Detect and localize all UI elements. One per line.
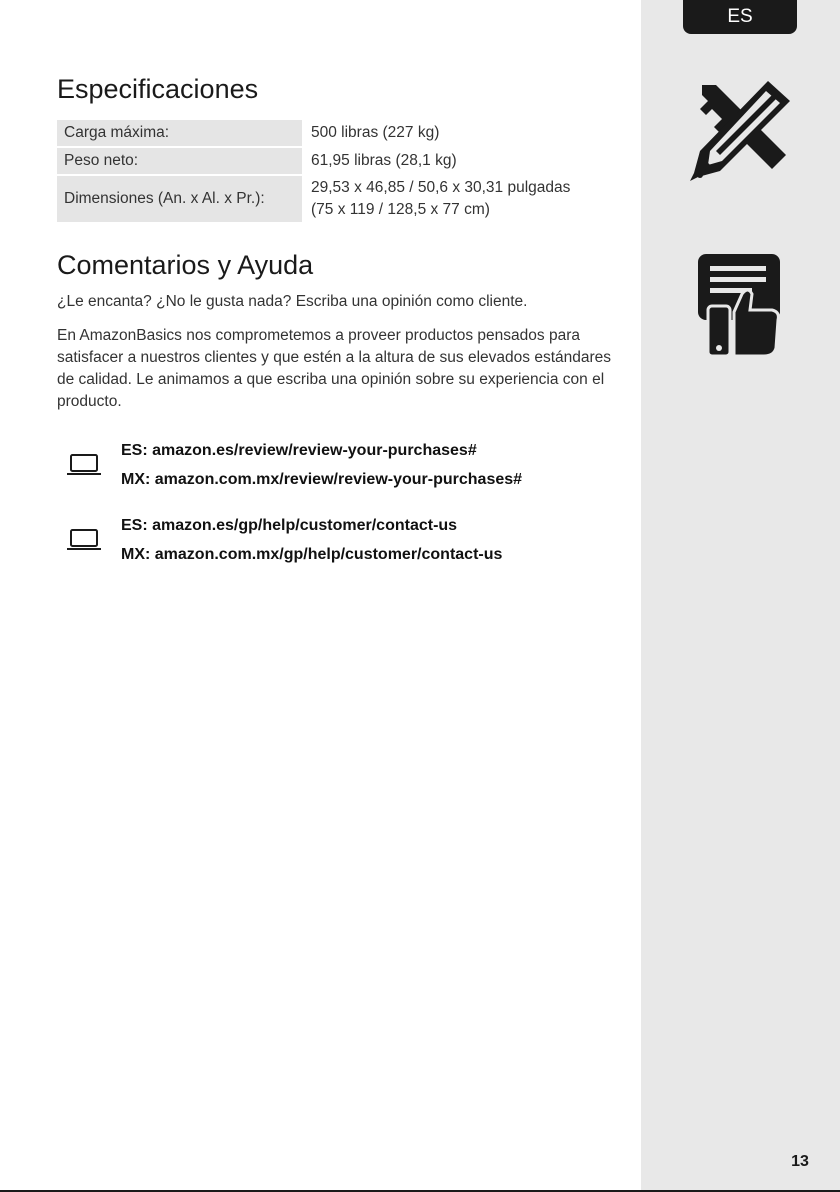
specifications-table — [57, 118, 619, 224]
spec-value-line: (75 x 119 / 128,5 x 77 cm) — [311, 201, 490, 218]
spec-label: Dimensiones (An. x Al. x Pr.): — [57, 176, 302, 222]
feedback-body: En AmazonBasics nos comprometemos a proveer productos pensados para satisfacer a nuestros clientes y que estén a la altura de sus elevados estándares de calidad. Le animamos a que escriba una opinión sobre su experiencia con el producto. — [57, 327, 612, 410]
spec-value: 500 libras (227 kg) — [311, 124, 440, 141]
spec-value — [302, 176, 619, 222]
table-row — [57, 148, 619, 174]
contact-link-mx[interactable]: MX: amazon.com.mx/gp/help/customer/contact-us — [121, 546, 503, 563]
specifications-title: Especificaciones — [57, 74, 259, 104]
laptop-icon — [67, 529, 101, 551]
spec-value: 61,95 libras (28,1 kg) — [311, 152, 457, 169]
review-link-es[interactable]: ES: amazon.es/review/review-your-purchases# — [121, 442, 477, 459]
spec-label: Peso neto: — [57, 148, 302, 174]
laptop-icon — [67, 454, 101, 476]
feedback-title: Comentarios y Ayuda — [57, 250, 314, 280]
page-number: 13 — [791, 1153, 809, 1170]
contact-link-es[interactable]: ES: amazon.es/gp/help/customer/contact-us — [121, 517, 458, 534]
table-row — [57, 120, 619, 146]
pencil-ruler-icon — [686, 81, 792, 183]
review-thumbs-up-icon — [698, 254, 780, 356]
spec-value-line: 29,53 x 46,85 / 50,6 x 30,31 pulgadas — [311, 179, 571, 196]
language-tab: ES — [683, 0, 797, 34]
table-row — [57, 176, 619, 222]
spec-label: Carga máxima: — [57, 120, 302, 146]
review-link-mx[interactable]: MX: amazon.com.mx/review/review-your-purchases# — [121, 471, 523, 488]
feedback-intro: ¿Le encanta? ¿No le gusta nada? Escriba una opinión como cliente. — [57, 293, 528, 310]
